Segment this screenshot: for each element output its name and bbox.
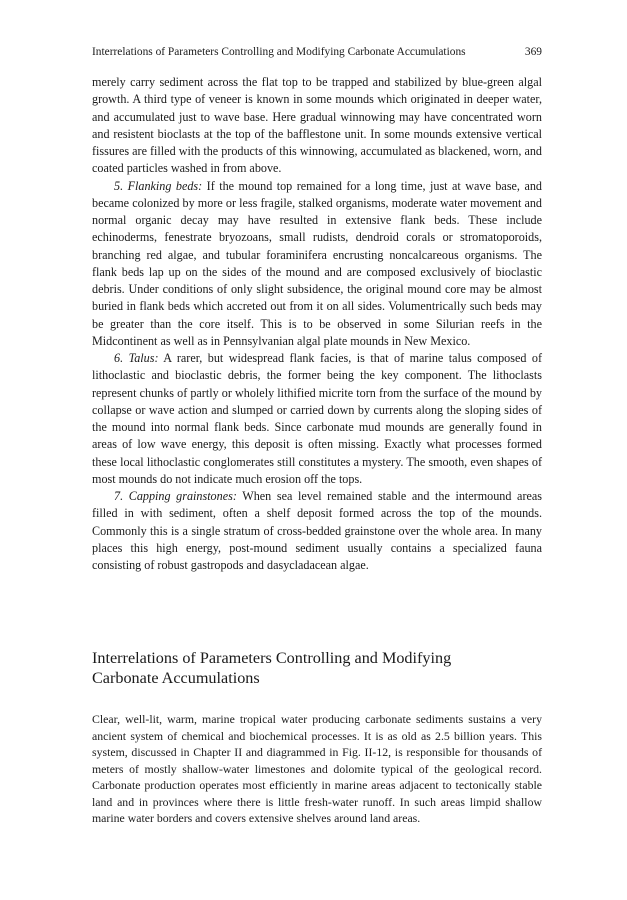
section-heading-line-2: Carbonate Accumulations <box>92 669 260 687</box>
capping-grainstones-lead: 7. Capping grainstones: <box>114 489 237 503</box>
running-head <box>92 44 542 60</box>
paragraph-capping-grainstones <box>92 488 542 574</box>
body-text <box>92 74 542 574</box>
section-body <box>92 711 542 827</box>
section-heading <box>92 648 542 688</box>
section-heading-line-1: Interrelations of Parameters Controlling and Modifying <box>92 649 452 667</box>
paragraph-flanking-beds <box>92 178 542 351</box>
paragraph-veneer-continued: merely carry sediment across the flat top to be trapped and stabilized by blue-green algal growth. A third type of veneer is known in some mounds which originated in deeper water, and accumulated just to wave base. Here gradual winnowing may have concentrated worn and resistent bioclasts at the top of the bafflestone unit. In some mounds extensive vertical fissures are filled with the products of this winnowing, accumulated as blackened, worn, and coated particles washed in from above. <box>92 75 542 176</box>
talus-text: A rarer, but widespread flank facies, is that of marine talus composed of lithoclastic and bioclastic debris, the former being the key component. The lithoclasts represent chunks of partly or wholely lithified micrite torn from the surface of the mound by collapse or wave action and slumped or carried down by currents along the sloping sides of the mound into normal flank beds. Since carbonate mud mounds are generally found in areas of low wave energy, this deposit is often missing. Exactly what processes formed these local lithoclastic conglomerates still constitutes a mystery. The smooth, even shapes of most mounds do not indicate much erosion off the tops. <box>92 351 542 486</box>
page-number: 369 <box>524 46 542 58</box>
running-head-title: Interrelations of Parameters Controlling and Modifying Carbonate Accumulations <box>92 46 466 58</box>
capping-grainstones-text: When sea level remained stable and the intermound areas filled in with sediment, often a shelf deposit formed across the top of the mounds. Commonly this is a single stratum of cross-bedded grainstone over the whole area. In many places this high energy, post-mound sediment usually contains a specialized fauna consisting of robust gastropods and dasycladacean algae. <box>92 489 542 572</box>
flanking-beds-text: If the mound top remained for a long time, just at wave base, and became colonized by more or less fragile, stalked organisms, moderate water movement and normal organic decay may have resulted in extensive flank beds. These include echinoderms, fenestrate bryozoans, small rudists, dendroid corals or stromatoporoids, branching red algae, and tubular foraminifera encrusting noncalcareous organisms. The flank beds lap up on the sides of the mound and are composed exclusively of bioclastic debris. Under conditions of only slight subsidence, the original mound core may be almost buried in flank beds which accreted out from it on all sides. Volumentrically such beds may be greater than the core itself. This is to be observed in some Silurian reefs in the Midcontinent as well as in Pennsylvanian algal plate mounds in New Mexico. <box>92 178 542 348</box>
talus-lead: 6. Talus: <box>114 351 159 365</box>
paragraph-talus <box>92 350 542 488</box>
section-paragraph: Clear, well-lit, warm, marine tropical water producing carbonate sediments sustains a very ancient system of chemical and biochemical processes. It is as old as 2.5 billion years. This system, discussed in Chapter II and diagrammed in Fig. II-12, is responsible for thousands of meters of mostly shallow-water limestones and dolomite typical of the geological record. Carbonate production operates most efficiently in marine areas adjacent to tectonically stable land and in provinces where there is little fresh-water runoff. In such areas limpid shallow marine water borders and covers extensive shelves around land areas. <box>92 712 542 825</box>
flanking-beds-lead: 5. Flanking beds: <box>114 178 203 193</box>
